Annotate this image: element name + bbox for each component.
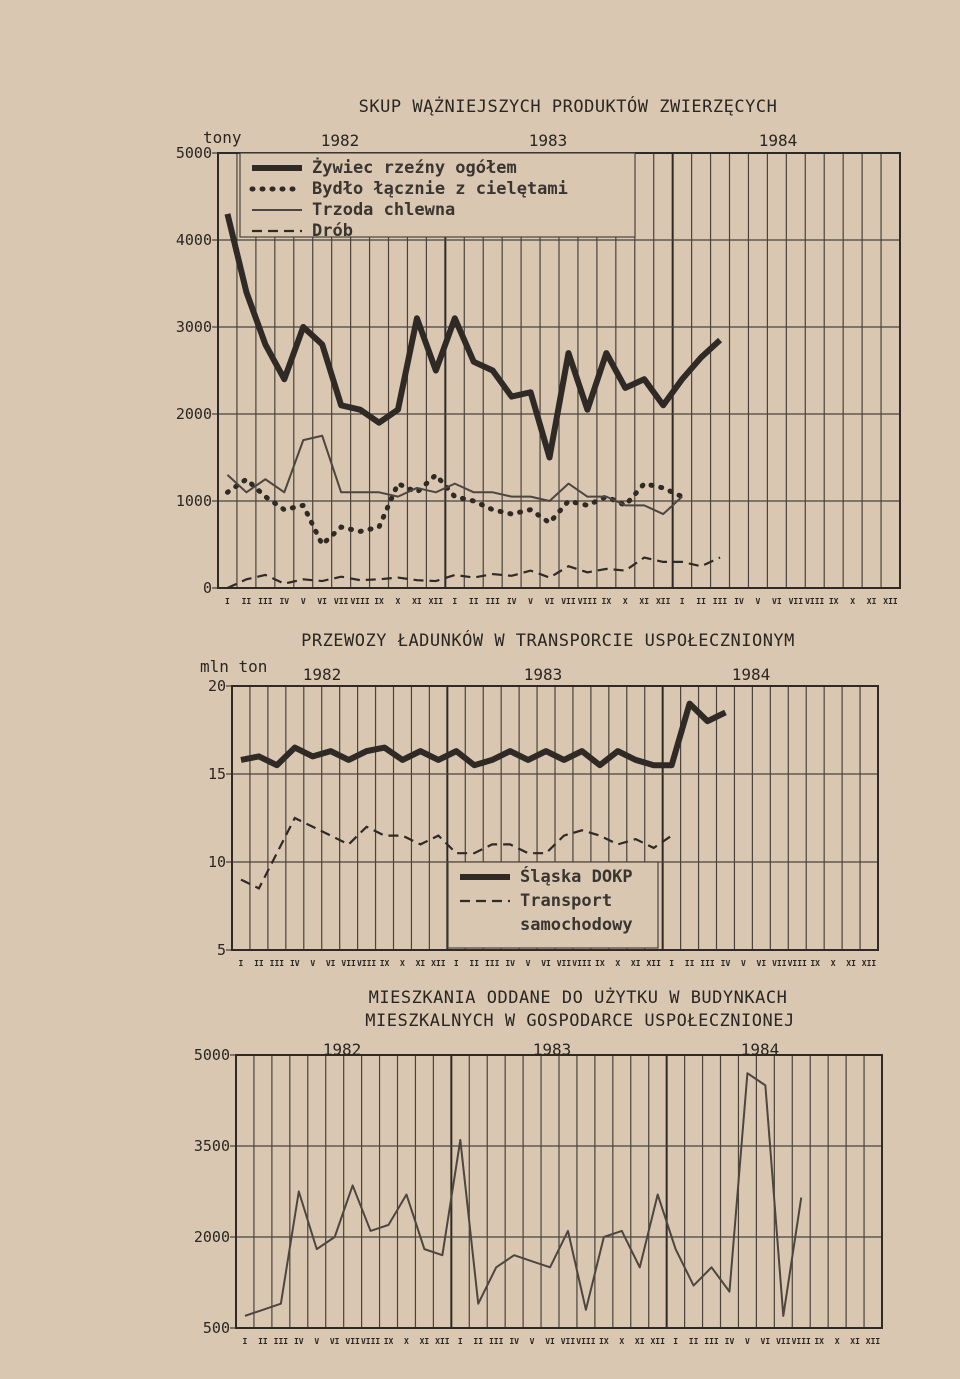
month-tick-label: IV <box>505 959 515 968</box>
chart1-ylabel: tony <box>203 128 242 147</box>
month-tick-label: XII <box>650 1337 665 1346</box>
month-tick-label: XII <box>655 597 671 606</box>
month-tick-label: IV <box>279 597 290 606</box>
month-tick-label: VII <box>561 597 576 606</box>
chart3-subtitle: MIESZKALNYCH W GOSPODARCE USPOŁECZNIONEJ <box>365 1011 795 1031</box>
month-tick-label: V <box>314 1337 320 1346</box>
month-tick-label: II <box>469 959 480 968</box>
month-tick-label: III <box>269 959 285 968</box>
month-tick-label: V <box>741 959 746 968</box>
year-label: 1982 <box>320 131 360 150</box>
month-tick-label: II <box>468 597 479 606</box>
month-tick-label: X <box>834 1337 840 1346</box>
year-label: 1984 <box>758 131 798 150</box>
year-label: 1983 <box>532 1040 572 1059</box>
month-tick-label: I <box>242 1337 248 1346</box>
month-tick-label: V <box>745 1337 750 1346</box>
month-tick-label: IX <box>595 959 605 968</box>
month-tick-label: III <box>485 597 500 606</box>
y-tick-label: 3000 <box>175 318 212 336</box>
month-tick-label: IV <box>509 1337 519 1346</box>
year-label: 1984 <box>731 665 771 684</box>
month-tick-label: VII <box>345 1337 360 1346</box>
month-tick-label: I <box>457 1337 463 1346</box>
chart3-title: MIESZKANIA ODDANE DO UŻYTKU W BUDYNKACH <box>368 988 788 1008</box>
chart2-title: PRZEWOZY ŁADUNKÓW W TRANSPORCIE USPOŁECZNIONYM <box>301 631 795 651</box>
chart2-ylabel: mln ton <box>200 657 268 676</box>
month-tick-label: IX <box>810 959 821 968</box>
month-tick-label: XI <box>866 597 877 606</box>
month-tick-label: IV <box>720 959 731 968</box>
month-tick-label: VIII <box>360 1337 381 1346</box>
month-tick-label: II <box>254 959 264 968</box>
y-tick-label: 500 <box>202 1319 230 1337</box>
month-tick-label: VI <box>545 1337 555 1346</box>
month-tick-label: VIII <box>576 1337 596 1346</box>
month-tick-label: IX <box>383 1337 394 1346</box>
month-tick-label: II <box>473 1337 484 1346</box>
y-tick-label: 4000 <box>175 231 212 249</box>
month-tick-label: VII <box>341 959 356 968</box>
month-tick-label: XII <box>428 597 444 606</box>
month-tick-label: XI <box>846 959 856 968</box>
month-tick-label: X <box>615 959 621 968</box>
month-tick-label: VII <box>556 959 572 968</box>
month-tick-label: IX <box>814 1337 825 1346</box>
month-tick-label: VIII <box>572 959 592 968</box>
month-tick-label: IX <box>379 959 390 968</box>
month-tick-label: X <box>622 597 628 606</box>
month-tick-label: VI <box>329 1337 340 1346</box>
legend-label: Bydło łącznie z cielętami <box>312 179 568 199</box>
month-tick-label: XI <box>630 959 641 968</box>
month-tick-label: VIII <box>350 597 370 606</box>
month-tick-label: I <box>679 597 685 606</box>
month-tick-label: X <box>850 597 856 606</box>
y-tick-label: 1000 <box>175 492 212 510</box>
month-tick-label: I <box>453 959 459 968</box>
month-tick-label: VIII <box>805 597 825 606</box>
month-tick-label: III <box>488 1337 504 1346</box>
month-tick-label: XII <box>883 597 898 606</box>
month-tick-label: XII <box>646 959 661 968</box>
month-tick-label: X <box>400 959 405 968</box>
y-tick-label: 2000 <box>175 405 212 423</box>
month-tick-label: V <box>755 597 761 606</box>
month-tick-label: III <box>258 597 273 606</box>
month-tick-label: VII <box>560 1337 576 1346</box>
y-tick-label: 5 <box>216 941 226 959</box>
month-tick-label: III <box>273 1337 289 1346</box>
month-tick-label: II <box>684 959 695 968</box>
month-tick-label: V <box>525 959 531 968</box>
legend-label: samochodowy <box>520 915 633 935</box>
month-tick-label: XII <box>431 959 446 968</box>
y-tick-label: 20 <box>207 677 226 695</box>
month-tick-label: V <box>300 597 306 606</box>
legend-label: Trzoda chlewna <box>312 200 456 220</box>
month-tick-label: IX <box>601 597 612 606</box>
month-tick-label: XII <box>865 1337 881 1346</box>
legend-label: Żywiec rzeźny ogółem <box>312 158 517 178</box>
month-tick-label: III <box>712 597 728 606</box>
month-tick-label: XI <box>850 1337 860 1346</box>
month-tick-label: VI <box>317 597 328 606</box>
month-tick-label: IV <box>734 597 744 606</box>
month-tick-label: VI <box>325 959 336 968</box>
month-tick-label: VII <box>772 959 787 968</box>
month-tick-label: VI <box>772 597 782 606</box>
month-tick-label: I <box>673 1337 679 1346</box>
month-tick-label: IV <box>506 597 517 606</box>
y-tick-label: 2000 <box>193 1228 230 1246</box>
year-label: 1983 <box>523 665 563 684</box>
month-tick-label: VIII <box>791 1337 811 1346</box>
year-label: 1984 <box>740 1040 780 1059</box>
chart1-title: SKUP WĄŻNIEJSZYCH PRODUKTÓW ZWIERZĘCYCH <box>358 97 778 117</box>
month-tick-label: II <box>688 1337 699 1346</box>
legend-label: Drób <box>312 221 353 241</box>
month-tick-label: VII <box>776 1337 791 1346</box>
month-tick-label: II <box>241 597 252 606</box>
month-tick-label: VIII <box>577 597 598 606</box>
y-tick-label: 3500 <box>193 1137 230 1155</box>
month-tick-label: VIII <box>787 959 807 968</box>
month-tick-label: V <box>529 1337 535 1346</box>
year-label: 1982 <box>302 665 342 684</box>
month-tick-label: VI <box>541 959 551 968</box>
month-tick-label: V <box>528 597 533 606</box>
month-tick-label: VI <box>544 597 555 606</box>
month-tick-label: IX <box>828 597 839 606</box>
month-tick-label: IV <box>724 1337 735 1346</box>
year-label: 1982 <box>322 1040 362 1059</box>
month-tick-label: X <box>830 959 836 968</box>
month-tick-label: X <box>404 1337 409 1346</box>
month-tick-label: I <box>225 597 230 606</box>
month-tick-label: I <box>238 959 244 968</box>
month-tick-label: II <box>696 597 706 606</box>
month-tick-label: IX <box>599 1337 609 1346</box>
month-tick-label: III <box>704 1337 719 1346</box>
y-tick-label: 5000 <box>193 1046 230 1064</box>
month-tick-label: XI <box>634 1337 645 1346</box>
month-tick-label: III <box>700 959 715 968</box>
month-tick-label: II <box>258 1337 268 1346</box>
month-tick-label: I <box>669 959 675 968</box>
month-tick-label: IX <box>374 597 384 606</box>
month-tick-label: VI <box>760 1337 771 1346</box>
legend-label: Śląska DOKP <box>520 867 633 887</box>
month-tick-label: I <box>452 597 458 606</box>
y-tick-label: 0 <box>202 579 212 597</box>
y-tick-label: 10 <box>207 853 226 871</box>
year-label: 1983 <box>528 131 568 150</box>
month-tick-label: XI <box>639 597 650 606</box>
y-tick-label: 15 <box>207 765 226 783</box>
month-tick-label: VII <box>333 597 349 606</box>
month-tick-label: VI <box>756 959 767 968</box>
y-tick-label: 5000 <box>175 144 212 162</box>
month-tick-label: IV <box>293 1337 304 1346</box>
month-tick-label: XII <box>435 1337 450 1346</box>
month-tick-label: VII <box>788 597 804 606</box>
legend-label: Transport <box>520 891 613 911</box>
month-tick-label: X <box>395 597 401 606</box>
month-tick-label: X <box>619 1337 625 1346</box>
month-tick-label: IV <box>289 959 300 968</box>
month-tick-label: VIII <box>356 959 377 968</box>
month-tick-label: XI <box>412 597 422 606</box>
month-tick-label: XII <box>861 959 877 968</box>
month-tick-label: V <box>310 959 316 968</box>
month-tick-label: XI <box>415 959 426 968</box>
month-tick-label: XI <box>419 1337 430 1346</box>
month-tick-label: III <box>484 959 500 968</box>
